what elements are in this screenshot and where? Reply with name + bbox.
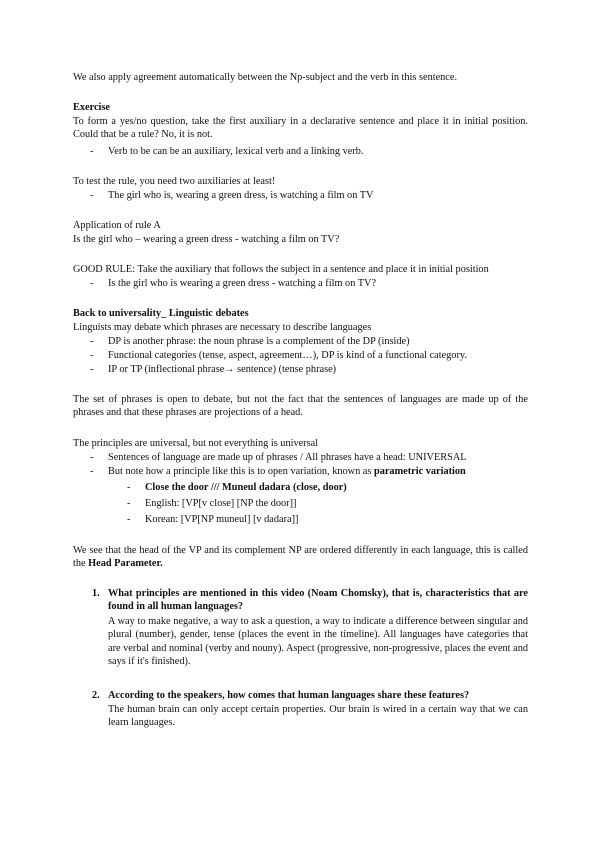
bullet-dash: - xyxy=(90,364,94,375)
application-line-2: Is the girl who – wearing a green dress - watching a film on TV? xyxy=(73,234,340,245)
bullet-dash: - xyxy=(127,482,131,493)
bullet-dash: - xyxy=(90,278,94,289)
principles-intro: The principles are universal, but not everything is universal xyxy=(73,438,319,449)
head-parameter-paragraph: We see that the head of the VP and its complement NP are ordered differently in each language, this is called the Head Parameter. xyxy=(73,545,528,570)
bullet-dash: - xyxy=(90,190,94,201)
universality-heading: Back to universality_ Linguistic debates xyxy=(73,308,249,319)
answer-2: The human brain can only accept certain properties. Our brain is wired in a certain way that we can learn languages. xyxy=(108,704,528,729)
universality-bullet-1: DP is another phrase: the noun phrase is a complement of the DP (inside) xyxy=(108,336,410,347)
exercise-heading: Exercise xyxy=(73,102,110,113)
intro-paragraph: We also apply agreement automatically between the Np-subject and the verb in this sentence. xyxy=(73,72,458,83)
bullet-dash: - xyxy=(127,514,131,525)
bullet-dash: - xyxy=(90,336,94,347)
good-rule-bullet: Is the girl who is wearing a green dress - watching a film on TV? xyxy=(108,278,377,289)
question-number-1: 1. xyxy=(92,588,100,599)
universality-bullet-2: Functional categories (tense, aspect, agreement…), DP is kind of a functional category. xyxy=(108,350,467,361)
principles-sub-1: Close the door /// Muneul dadara (close, door) xyxy=(145,482,347,493)
question-number-2: 2. xyxy=(92,690,100,701)
answer-1: A way to make negative, a way to ask a question, a way to indicate a difference between singular and plural (number), gender, tense (places the event in the timeline). All languages have categories that are verbal and nominal (verby and nouny). Aspect (progressive, non-progressive, places the event and says if it's finished). xyxy=(108,616,528,668)
set-paragraph: The set of phrases is open to debate, but not the fact that the sentences of languages are made up of the phrases and that these phrases are projections of a head. xyxy=(73,394,528,419)
parametric-variation-term: parametric variation xyxy=(373,466,466,477)
principles-sub-2: English: [VP[v close] [NP the door]] xyxy=(145,498,297,509)
test-text: To test the rule, you need two auxiliaries at least! xyxy=(73,176,276,187)
question-1: What principles are mentioned in this video (Noam Chomsky), that is, characteristics that are found in all human languages? xyxy=(108,588,528,613)
exercise-text: To form a yes/no question, take the first auxiliary in a declarative sentence and place it in initial position. Could that be a rule? No, it is not. xyxy=(73,116,528,141)
bullet-dash: - xyxy=(127,498,131,509)
principles-bullet-2: But note how a principle like this is to open variation, known as parametric variation xyxy=(108,466,466,477)
bullet-dash: - xyxy=(90,452,94,463)
application-line-1: Application of rule A xyxy=(73,220,161,231)
test-bullet: The girl who is, wearing a green dress, is watching a film on TV xyxy=(108,190,374,201)
principles-bullet-1: Sentences of language are made up of phrases / All phrases have a head: UNIVERSAL xyxy=(108,452,467,463)
bullet-dash: - xyxy=(90,466,94,477)
head-parameter-term: Head Parameter. xyxy=(88,558,163,570)
bullet-dash: - xyxy=(90,350,94,361)
universality-intro: Linguists may debate which phrases are necessary to describe languages xyxy=(73,322,372,333)
bullet-dash: - xyxy=(90,146,94,157)
principles-sub-3: Korean: [VP[NP muneul] [v dadara]] xyxy=(145,514,299,525)
exercise-bullet: Verb to be can be an auxiliary, lexical verb and a linking verb. xyxy=(108,146,364,157)
question-2: According to the speakers, how comes that human languages share these features? xyxy=(108,690,470,701)
good-rule-text: GOOD RULE: Take the auxiliary that follows the subject in a sentence and place it in initial position xyxy=(73,264,489,275)
universality-bullet-3: IP or TP (inflectional phrase→ sentence) (tense phrase) xyxy=(108,364,337,375)
